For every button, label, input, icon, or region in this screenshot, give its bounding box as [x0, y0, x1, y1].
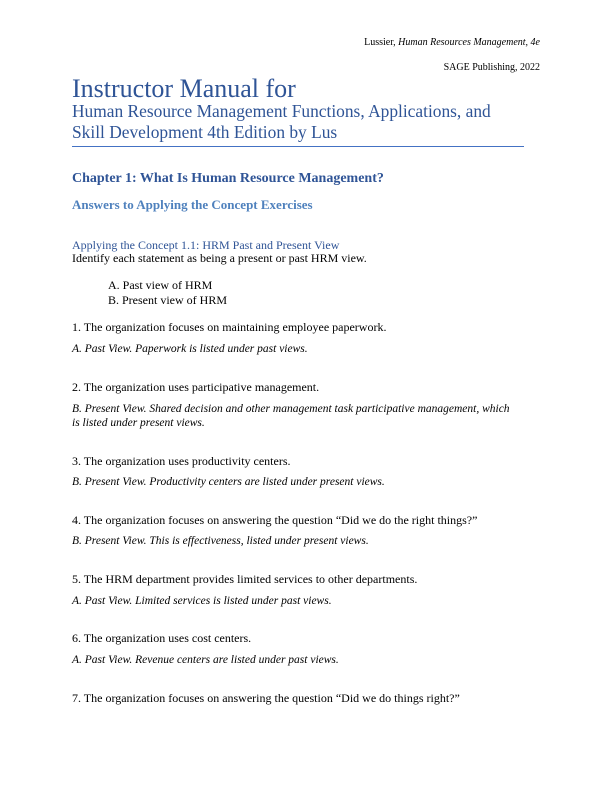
- concept-heading: Applying the Concept 1.1: HRM Past and Present View: [72, 238, 340, 252]
- section-heading: Answers to Applying the Concept Exercises: [72, 197, 313, 212]
- options-list: [108, 278, 227, 308]
- title-divider: [72, 146, 524, 147]
- answer-text: B. Present View. Shared decision and other management task participative management, which is listed under present views.: [72, 403, 510, 429]
- question-text: 5. The HRM department provides limited services to other departments.: [72, 572, 418, 586]
- question-text: 4. The organization focuses on answering the question “Did we do the right things?”: [72, 513, 478, 527]
- question-text: 1. The organization focuses on maintaining employee paperwork.: [72, 320, 387, 334]
- document-subtitle: Human Resource Management Functions, Applications, and Skill Development 4th Edition by Lus: [72, 101, 491, 142]
- running-header: [364, 37, 540, 48]
- answer-text: B. Present View. Productivity centers are listed under present views.: [72, 476, 385, 488]
- option-item: A. Past view of HRM: [108, 278, 213, 292]
- answer-text: A. Past View. Paperwork is listed under past views.: [72, 343, 308, 355]
- answer-text: A. Past View. Revenue centers are listed under past views.: [72, 654, 339, 666]
- document-title: Instructor Manual for: [72, 74, 296, 103]
- question-text: 6. The organization uses cost centers.: [72, 631, 252, 645]
- answer-text: B. Present View. This is effectiveness, listed under present views.: [72, 535, 369, 547]
- question-text: 3. The organization uses productivity centers.: [72, 454, 291, 468]
- header-book-title: Human Resources Management, 4e: [398, 37, 540, 48]
- question-text: 2. The organization uses participative management.: [72, 380, 320, 394]
- header-author: Lussier,: [364, 37, 399, 48]
- question-text: 7. The organization focuses on answering the question “Did we do things right?”: [72, 691, 460, 705]
- answer-text: A. Past View. Limited services is listed under past views.: [72, 595, 332, 607]
- chapter-heading: Chapter 1: What Is Human Resource Management?: [72, 171, 384, 186]
- option-item: B. Present view of HRM: [108, 293, 227, 307]
- instructions: Identify each statement as being a present or past HRM view.: [72, 251, 367, 265]
- header-publisher: SAGE Publishing, 2022: [443, 62, 540, 73]
